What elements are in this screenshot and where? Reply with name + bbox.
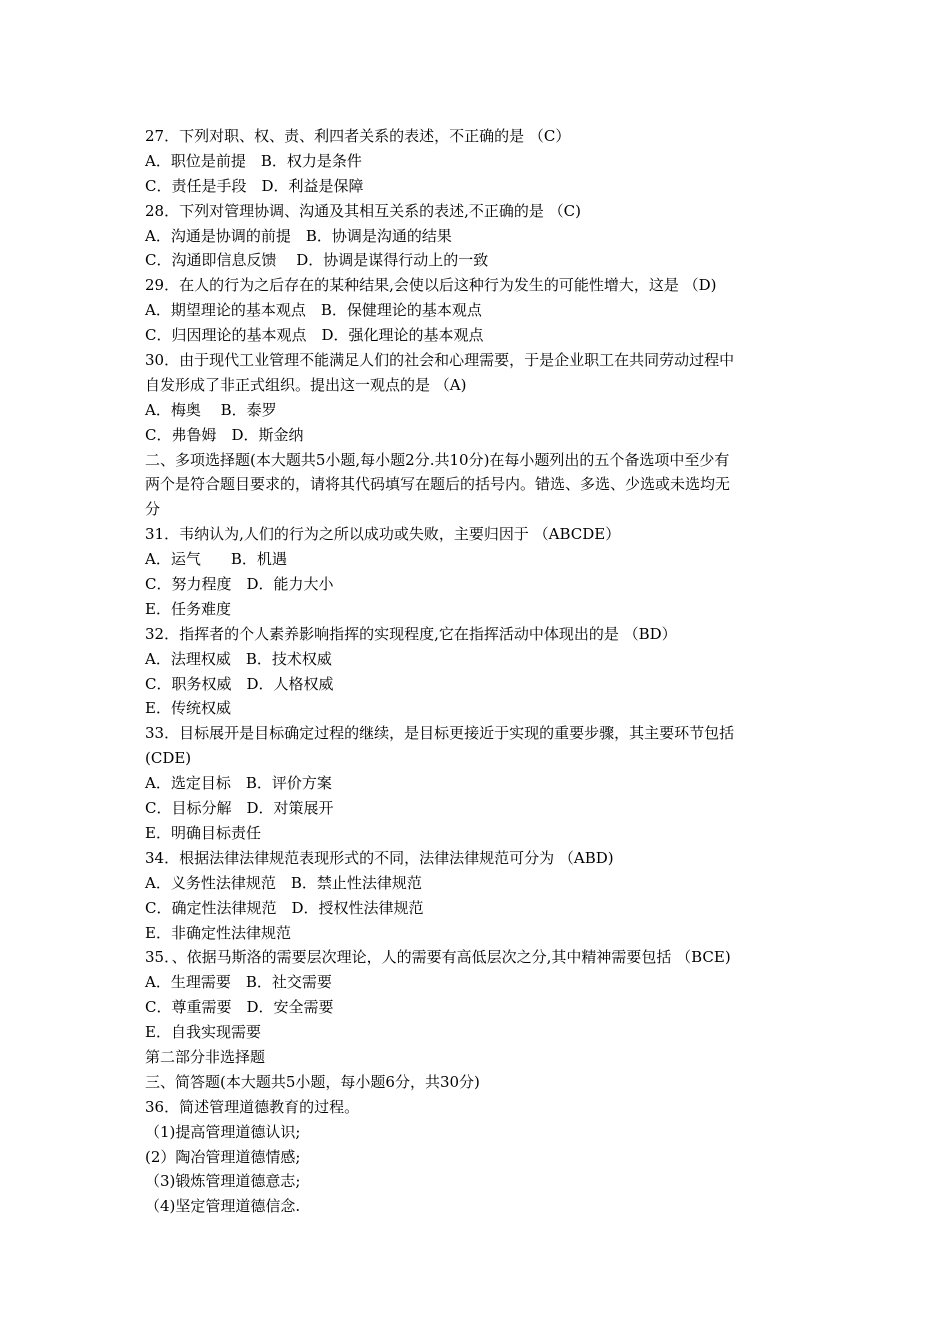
question-32-options-ab: A．法理权威 B．技术权威 [145,649,332,668]
question-31-option-e: E．任务难度 [145,599,231,618]
question-30-continued: 自发形成了非正式组织。提出这一观点的是 （A) [145,375,467,394]
section-3-heading: 三、简答题(本大题共5小题，每小题6分，共30分) [145,1072,480,1091]
section-2-heading-end: 分 [145,500,161,519]
question-28-options-ab: A．沟通是协调的前提 B．协调是沟通的结果 [145,226,452,245]
question-36-answer-2: (2）陶冶管理道德情感; [145,1147,301,1166]
section-2-heading: 二、多项选择题(本大题共5小题,每小题2分.共10分)在每小题列出的五个备选项中至少有 [145,450,730,469]
question-33-options-ab: A．选定目标 B．评价方案 [145,774,332,793]
question-27: 27．下列对职、权、责、利四者关系的表述，不正确的是 （C） [145,127,571,145]
question-36-answer-4: （4)坚定管理道德信念. [145,1197,301,1216]
question-34: 34．根据法律法律规范表现形式的不同，法律法律规范可分为 （ABD) [145,848,614,867]
question-33: 33．目标展开是目标确定过程的继续，是目标更接近于实现的重要步骤，其主要环节包括 [145,724,735,743]
question-32-options-cd: C．职务权威 D．人格权威 [145,674,334,693]
question-36-answer-1: （1)提高管理道德认识; [145,1122,301,1141]
question-35-options-cd: C．尊重需要 D．安全需要 [145,998,334,1017]
question-35-option-e: E．自我实现需要 [145,1023,261,1042]
question-28-options-cd: C．沟通即信息反馈 D．协调是谋得行动上的一致 [145,251,489,270]
question-31-options-cd: C．努力程度 D．能力大小 [145,575,334,594]
section-2-heading-continued: 两个是符合题目要求的，请将其代码填写在题后的括号内。错选、多选、少选或未选均无 [145,475,731,494]
question-29-options-ab: A．期望理论的基本观点 B．保健理论的基本观点 [145,301,482,320]
question-29-options-cd: C．归因理论的基本观点 D．强化理论的基本观点 [145,326,484,345]
question-30-options-cd: C．弗鲁姆 D．斯金纳 [145,425,304,444]
question-32-option-e: E．传统权威 [145,699,231,718]
question-34-options-ab: A．义务性法律规范 B．禁止性法律规范 [145,873,422,892]
question-35: 35．、依据马斯洛的需要层次理论，人的需要有高低层次之分,其中精神需要包括 （BCE) [145,948,731,967]
question-34-option-e: E．非确定性法律规范 [145,923,291,942]
question-33-option-e: E．明确目标责任 [145,823,261,842]
question-32: 32．指挥者的个人素养影响指挥的实现程度,它在指挥活动中体现出的是 （BD） [145,624,677,643]
question-33-answer: (CDE) [145,749,192,768]
question-30: 30．由于现代工业管理不能满足人们的社会和心理需要，于是企业职工在共同劳动过程中 [145,351,735,370]
question-27-options-ab: A．职位是前提 B．权力是条件 [145,151,362,170]
question-30-options-ab: A．梅奥 B．泰罗 [145,400,277,419]
part-2-heading: 第二部分非选择题 [145,1047,266,1066]
question-29: 29．在人的行为之后存在的某种结果,会使以后这种行为发生的可能性增大，这是 （D) [145,276,717,295]
question-27-options-cd: C．责任是手段 D．利益是保障 [145,176,364,195]
question-31-options-ab: A．运气 B．机遇 [145,550,287,569]
question-33-options-cd: C．目标分解 D．对策展开 [145,799,334,818]
question-28: 28．下列对管理协调、沟通及其相互关系的表述,不正确的是 （C) [145,201,581,220]
question-34-options-cd: C．确定性法律规范 D．授权性法律规范 [145,898,424,917]
question-36: 36．简述管理道德教育的过程。 [145,1097,360,1116]
question-36-answer-3: （3)锻炼管理道德意志; [145,1172,301,1191]
question-35-options-ab: A．生理需要 B．社交需要 [145,973,332,992]
document-page [145,124,815,1219]
question-31: 31．韦纳认为,人们的行为之所以成功或失败，主要归因于 （ABCDE） [145,525,621,544]
